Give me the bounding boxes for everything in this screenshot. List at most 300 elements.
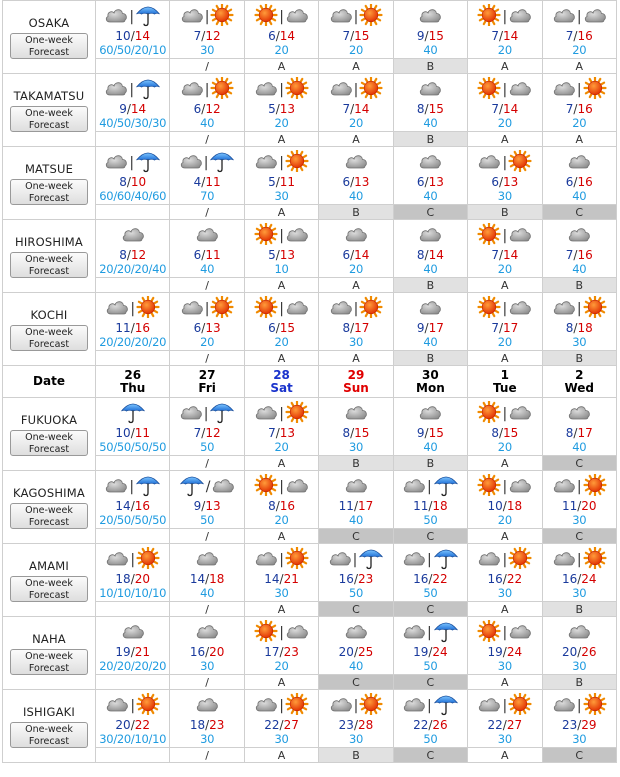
temp-max: 16 — [577, 28, 593, 43]
sun-icon — [477, 4, 501, 30]
reliability-grade: A — [319, 278, 393, 293]
temp-separator: / — [201, 101, 206, 116]
weather-icons — [170, 78, 243, 102]
temp-separator: / — [275, 498, 280, 513]
temp-min: 11 — [413, 498, 429, 513]
forecast-cell — [170, 147, 244, 205]
precipitation-probability: 10/10/10/10 — [99, 585, 167, 600]
city-cell — [3, 471, 96, 544]
precipitation-probability: 20/50/50/50 — [99, 512, 167, 527]
temp-min: 18 — [189, 717, 206, 732]
temp-separator: / — [130, 425, 135, 440]
button-label-line2: Forecast — [28, 735, 70, 747]
one-week-forecast-button[interactable] — [10, 430, 88, 456]
temp-separator: / — [498, 101, 504, 116]
weather-icons — [170, 151, 243, 175]
city-name: AMAMI — [29, 558, 69, 573]
precipitation-probability: 40 — [423, 115, 438, 130]
temp-separator: / — [573, 101, 578, 116]
forecast-cell — [319, 220, 393, 278]
precipitation-probability: 50 — [423, 585, 438, 600]
temperature — [543, 426, 616, 440]
icon-separator: | — [353, 81, 359, 98]
temperature — [468, 29, 541, 43]
city-cell — [3, 74, 96, 147]
temp-separator: / — [275, 28, 280, 43]
precipitation-probability: 20 — [274, 115, 289, 130]
weather-icons — [96, 621, 169, 645]
cloud-icon — [285, 621, 309, 645]
sun-icon — [359, 693, 383, 719]
one-week-forecast-button[interactable] — [10, 179, 88, 205]
temp-max: 20 — [209, 644, 225, 659]
umbrella-icon — [358, 546, 384, 574]
temp-separator: / — [502, 571, 507, 586]
temp-max: 13 — [279, 247, 296, 262]
city-row-kagoshima — [3, 471, 617, 529]
sun-icon — [508, 693, 532, 719]
weather-icons — [319, 297, 392, 321]
cloud-icon — [344, 402, 368, 426]
forecast-cell — [244, 690, 318, 748]
reliability-row — [3, 748, 617, 763]
icon-separator: | — [279, 697, 284, 714]
precipitation-probability: 70 — [200, 188, 215, 203]
temp-separator: / — [279, 644, 284, 659]
precipitation-probability: 20 — [497, 42, 512, 57]
temp-separator: / — [498, 174, 504, 189]
temp-separator: / — [573, 320, 578, 335]
temp-min: 20 — [561, 644, 578, 659]
icon-separator: | — [502, 154, 508, 171]
temp-min: 14 — [115, 498, 131, 513]
temp-min: 11 — [338, 498, 354, 513]
precipitation-probability: 30 — [200, 731, 215, 746]
temp-min: 8 — [416, 101, 425, 116]
cloud-icon — [477, 548, 501, 572]
temp-min: 20 — [338, 644, 354, 659]
temp-separator: / — [279, 571, 284, 586]
temperature — [245, 426, 318, 440]
temperature — [319, 645, 392, 659]
temperature — [96, 29, 169, 43]
weather-icons — [245, 475, 318, 499]
weather-icons — [170, 5, 243, 29]
icon-separator: | — [279, 405, 284, 422]
umbrella-icon — [433, 692, 459, 720]
reliability-grade: B — [393, 351, 467, 366]
precipitation-probability: 50/50/50/50 — [99, 439, 167, 454]
city-name: FUKUOKA — [20, 412, 78, 427]
temp-min: 11 — [115, 320, 131, 335]
precipitation-probability: 30 — [572, 658, 587, 673]
umbrella-icon — [433, 473, 459, 501]
day-number: 27 — [198, 367, 216, 382]
forecast-cell — [170, 471, 244, 529]
temp-separator: / — [502, 717, 507, 732]
cloud-icon — [418, 5, 442, 29]
temp-separator: / — [130, 498, 135, 513]
temp-separator: / — [205, 571, 210, 586]
temp-separator: / — [573, 28, 578, 43]
one-week-forecast-button[interactable] — [10, 722, 88, 748]
cloud-icon — [344, 224, 368, 248]
reliability-grade: A — [244, 59, 318, 74]
precipitation-probability: 20 — [497, 512, 512, 527]
temp-max: 26 — [581, 644, 597, 659]
forecast-cell — [170, 1, 244, 59]
temp-separator: / — [424, 174, 429, 189]
temp-min: 8 — [342, 320, 351, 335]
temp-separator: / — [205, 717, 210, 732]
weather-icons — [245, 5, 318, 29]
temp-separator: / — [201, 320, 206, 335]
reliability-grade: C — [319, 602, 393, 617]
city-name: KOCHI — [30, 307, 68, 322]
button-label-line1: One-week — [25, 326, 73, 338]
icon-separator: | — [502, 227, 508, 244]
reliability-grade: A — [244, 529, 318, 544]
forecast-cell — [393, 398, 467, 456]
temp-min: 22 — [487, 717, 503, 732]
temp-min: 22 — [413, 717, 429, 732]
cloud-icon — [254, 78, 278, 102]
temp-separator: / — [428, 717, 433, 732]
reliability-grade: A — [468, 529, 542, 544]
city-cell — [3, 220, 96, 293]
temperature — [96, 102, 169, 116]
temperature — [245, 718, 318, 732]
cloud-icon — [105, 548, 129, 572]
sun-icon — [583, 693, 607, 719]
weather-icons — [468, 694, 541, 718]
temp-max: 13 — [205, 320, 221, 335]
temperature — [394, 321, 467, 335]
precipitation-probability: 20 — [274, 334, 289, 349]
forecast-cell — [393, 147, 467, 205]
temperature — [543, 321, 616, 335]
cloud-icon — [418, 297, 442, 321]
forecast-cell — [96, 690, 170, 748]
city-name: HIROSHIMA — [14, 234, 83, 249]
city-name: KAGOSHIMA — [13, 485, 85, 500]
temp-max: 11 — [134, 425, 151, 440]
temperature — [245, 102, 318, 116]
sun-icon — [210, 296, 234, 322]
temp-min: 23 — [561, 717, 578, 732]
cloud-icon — [211, 475, 235, 499]
temperature — [394, 572, 467, 586]
temp-max: 18 — [432, 498, 448, 513]
one-week-forecast-button[interactable] — [10, 503, 88, 529]
weather-icons — [394, 78, 467, 102]
reliability-grade: C — [319, 675, 393, 690]
temp-min: 16 — [338, 571, 354, 586]
icon-separator: | — [279, 478, 284, 495]
one-week-forecast-button[interactable] — [10, 576, 88, 602]
icon-separator: | — [353, 300, 359, 317]
temp-min: 8 — [119, 247, 127, 262]
cloud-icon — [508, 402, 532, 426]
temp-separator: / — [502, 498, 507, 513]
weather-icons — [394, 151, 467, 175]
weather-icons — [543, 5, 616, 29]
precipitation-probability: 30 — [274, 731, 289, 746]
forecast-cell — [468, 74, 542, 132]
temperature — [170, 718, 243, 732]
cloud-icon — [179, 151, 203, 175]
temp-max: 25 — [358, 644, 374, 659]
cloud-icon — [508, 5, 532, 29]
temp-min: 9 — [119, 101, 127, 116]
forecast-cell — [244, 74, 318, 132]
forecast-cell — [319, 1, 393, 59]
weather-icons — [319, 78, 392, 102]
sun-icon — [285, 77, 309, 103]
temp-max: 14 — [354, 101, 370, 116]
sun-icon — [285, 401, 309, 427]
weather-icons — [245, 151, 318, 175]
temp-min: 10 — [115, 28, 131, 43]
temperature — [170, 499, 243, 513]
forecast-cell — [170, 220, 244, 278]
forecast-cell — [393, 690, 467, 748]
cloud-icon — [418, 224, 442, 248]
icon-separator: | — [279, 154, 284, 171]
temp-max: 23 — [283, 644, 299, 659]
temp-max: 21 — [134, 644, 151, 659]
sun-icon — [285, 150, 309, 176]
icon-separator: | — [204, 8, 210, 25]
weather-icons — [96, 78, 169, 102]
sun-icon — [477, 77, 501, 103]
button-label-line2: Forecast — [28, 338, 70, 350]
button-label-line1: One-week — [25, 107, 73, 119]
forecast-cell — [96, 220, 170, 278]
temp-separator: / — [130, 717, 135, 732]
forecast-cell — [393, 471, 467, 529]
reliability-grade: / — [170, 675, 244, 690]
cloud-icon — [567, 224, 591, 248]
reliability-grade: A — [468, 456, 542, 471]
forecast-cell — [542, 544, 616, 602]
reliability-grade — [96, 456, 170, 471]
weather-icons — [468, 224, 541, 248]
button-label-line1: One-week — [25, 577, 73, 589]
city-cell — [3, 544, 96, 617]
one-week-forecast-button[interactable] — [10, 106, 88, 132]
weather-icons — [394, 548, 467, 572]
cloud-icon — [254, 402, 278, 426]
weather-icons — [319, 151, 392, 175]
one-week-forecast-button[interactable] — [10, 649, 88, 675]
icon-separator: | — [502, 81, 508, 98]
icon-separator: | — [130, 300, 136, 317]
temp-separator: / — [126, 101, 131, 116]
reliability-grade — [96, 602, 170, 617]
cloud-icon — [179, 402, 203, 426]
forecast-cell — [170, 617, 244, 675]
cloud-icon — [285, 5, 309, 29]
forecast-cell — [244, 471, 318, 529]
precipitation-probability: 20 — [348, 42, 363, 57]
cloud-icon — [104, 5, 128, 29]
precipitation-probability: 20/20/20/20 — [99, 334, 167, 349]
temp-max: 27 — [506, 717, 523, 732]
reliability-grade: / — [170, 205, 244, 220]
reliability-grade: B — [542, 675, 616, 690]
weather-icons — [543, 402, 616, 426]
date-header-row — [3, 366, 617, 398]
temperature — [96, 718, 169, 732]
one-week-forecast-button[interactable] — [10, 325, 88, 351]
temp-min: 20 — [115, 717, 131, 732]
precipitation-probability: 30 — [274, 585, 289, 600]
weather-icons — [543, 548, 616, 572]
temperature — [543, 102, 616, 116]
reliability-grade: / — [170, 59, 244, 74]
precipitation-probability: 30 — [274, 188, 289, 203]
one-week-forecast-button[interactable] — [10, 252, 88, 278]
reliability-grade: A — [244, 278, 318, 293]
precipitation-probability: 40 — [423, 334, 438, 349]
icon-separator: | — [279, 81, 284, 98]
temp-separator: / — [424, 425, 429, 440]
reliability-grade: A — [244, 456, 318, 471]
temp-max: 12 — [205, 28, 221, 43]
forecast-cell — [170, 74, 244, 132]
forecast-cell — [542, 74, 616, 132]
precipitation-probability: 40 — [572, 439, 587, 454]
icon-separator: | — [502, 8, 508, 25]
temperature — [468, 248, 541, 262]
cloud-icon — [344, 151, 368, 175]
icon-separator: / — [205, 478, 211, 495]
reliability-grade: / — [170, 278, 244, 293]
forecast-cell — [468, 1, 542, 59]
icon-separator: | — [502, 624, 508, 641]
temp-min: 17 — [264, 644, 280, 659]
date-cell — [468, 366, 542, 398]
precipitation-probability: 30 — [572, 512, 587, 527]
temp-min: 14 — [264, 571, 280, 586]
precipitation-probability: 20 — [497, 439, 512, 454]
temp-max: 28 — [358, 717, 374, 732]
temperature — [394, 645, 467, 659]
temp-min: 7 — [565, 28, 574, 43]
forecast-cell — [393, 617, 467, 675]
forecast-cell — [393, 74, 467, 132]
temp-max: 15 — [428, 425, 444, 440]
day-of-week: Sat — [270, 380, 293, 395]
temp-min: 8 — [268, 498, 276, 513]
forecast-cell — [468, 690, 542, 748]
reliability-grade — [96, 748, 170, 763]
reliability-grade — [96, 205, 170, 220]
temperature — [170, 175, 243, 189]
umbrella-icon — [135, 3, 161, 31]
reliability-grade: A — [542, 59, 616, 74]
precipitation-probability: 20 — [274, 512, 289, 527]
sun-icon — [136, 296, 160, 322]
reliability-grade: A — [468, 748, 542, 763]
reliability-grade: C — [542, 205, 616, 220]
umbrella-icon — [433, 619, 459, 647]
forecast-cell — [542, 220, 616, 278]
reliability-grade: A — [244, 351, 318, 366]
precipitation-probability: 20 — [497, 334, 512, 349]
one-week-forecast-button[interactable] — [10, 33, 88, 59]
precipitation-probability: 20 — [274, 42, 289, 57]
day-number: 28 — [273, 367, 290, 382]
weather-icons — [170, 224, 243, 248]
cloud-icon — [418, 78, 442, 102]
temp-min: 18 — [115, 571, 131, 586]
button-label-line1: One-week — [25, 723, 73, 735]
forecast-cell — [96, 544, 170, 602]
temp-min: 7 — [565, 101, 574, 116]
precipitation-probability: 30 — [572, 731, 587, 746]
forecast-cell — [319, 544, 393, 602]
precipitation-probability: 30 — [200, 658, 215, 673]
sun-icon — [359, 77, 383, 103]
temperature — [170, 248, 243, 262]
sun-icon — [359, 296, 383, 322]
temp-max: 15 — [354, 28, 370, 43]
forecast-cell — [170, 544, 244, 602]
temp-min: 7 — [565, 247, 574, 262]
temp-min: 7 — [268, 425, 276, 440]
temp-max: 16 — [577, 101, 593, 116]
weather-icons — [96, 297, 169, 321]
precipitation-probability: 20 — [497, 261, 512, 276]
temperature — [468, 499, 541, 513]
temp-separator: / — [424, 320, 429, 335]
temp-separator: / — [130, 644, 135, 659]
temp-min: 8 — [565, 425, 574, 440]
temp-separator: / — [201, 425, 206, 440]
forecast-cell — [319, 398, 393, 456]
sun-icon — [359, 4, 383, 30]
precipitation-probability: 20/20/20/40 — [99, 261, 167, 276]
temp-separator: / — [201, 498, 206, 513]
forecast-cell — [319, 293, 393, 351]
temp-min: 19 — [487, 644, 503, 659]
cloud-icon — [121, 224, 145, 248]
cloud-icon — [583, 5, 607, 29]
reliability-grade — [96, 59, 170, 74]
temp-min: 4 — [193, 174, 202, 189]
reliability-grade — [96, 351, 170, 366]
reliability-row — [3, 278, 617, 293]
city-name: OSAKA — [28, 15, 70, 30]
umbrella-icon — [135, 76, 161, 104]
temp-max: 13 — [279, 101, 296, 116]
button-label-line2: Forecast — [28, 46, 70, 58]
forecast-cell — [542, 1, 616, 59]
reliability-grade: A — [244, 205, 318, 220]
weather-icons — [543, 621, 616, 645]
button-label-line2: Forecast — [28, 662, 70, 674]
temp-max: 13 — [205, 498, 221, 513]
temp-separator: / — [498, 247, 504, 262]
day-of-week: Fri — [198, 380, 216, 395]
cloud-icon — [344, 475, 368, 499]
city-cell — [3, 398, 96, 471]
icon-separator: | — [204, 300, 210, 317]
reliability-grade: A — [468, 675, 542, 690]
sun-icon — [210, 77, 234, 103]
